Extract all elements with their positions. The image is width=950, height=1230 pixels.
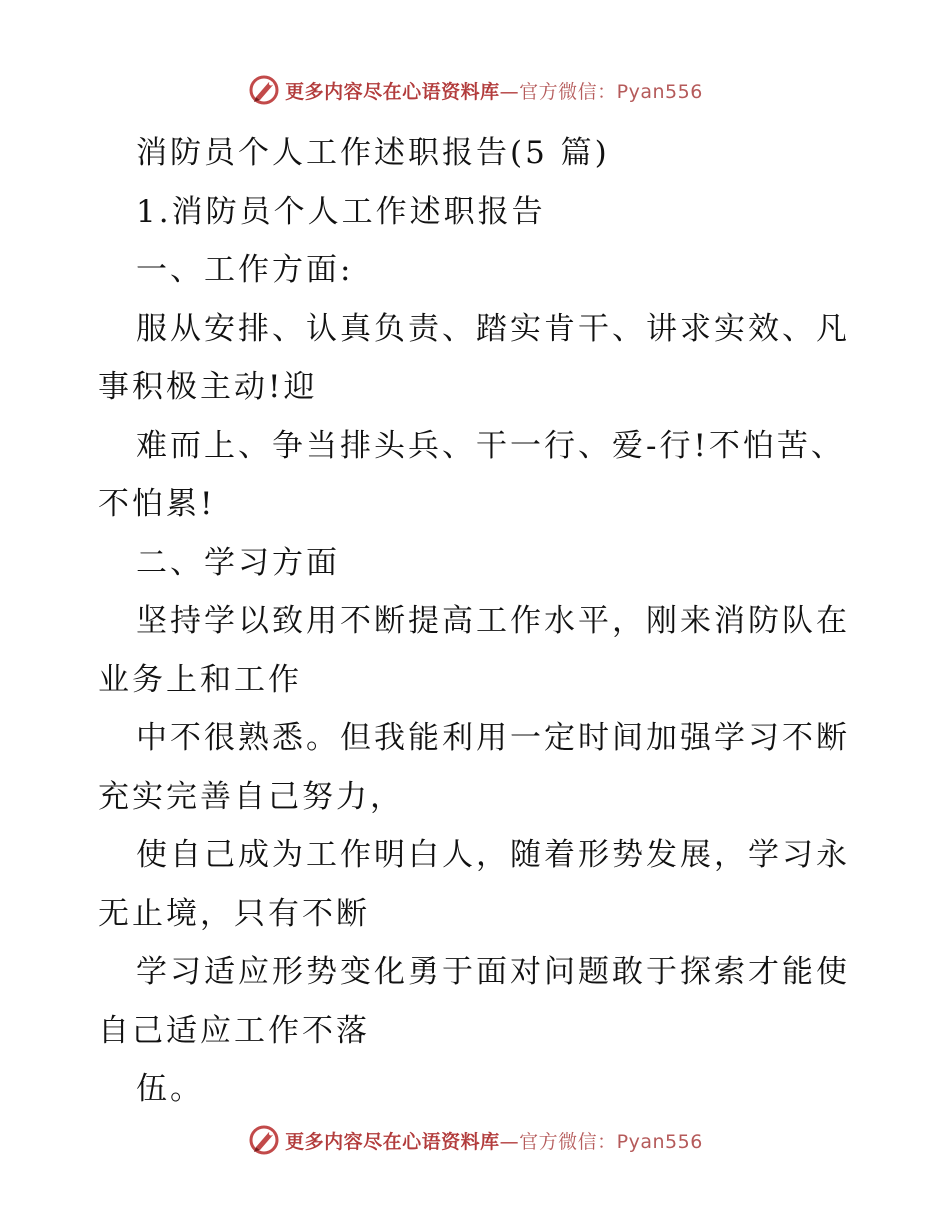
document-title: 消防员个人工作述职报告(5 篇) bbox=[136, 135, 610, 171]
pen-logo-icon bbox=[247, 73, 281, 107]
header-watermark-banner bbox=[0, 70, 950, 110]
paragraph-line: 使自己成为工作明白人，随着形势发展，学习永 bbox=[136, 837, 850, 873]
document-body bbox=[98, 124, 858, 1119]
subsection-heading: 二、学习方面 bbox=[136, 544, 340, 581]
pen-logo-icon bbox=[247, 1123, 281, 1157]
paragraph-line: 中不很熟悉。但我能利用一定时间加强学习不断 bbox=[136, 720, 850, 756]
paragraph-line: 难而上、争当排头兵、干一行、爱-行!不怕苦、 bbox=[136, 427, 845, 464]
paragraph-line: 事积极主动!迎 bbox=[98, 369, 318, 405]
paragraph-line: 学习适应形势变化勇于面对问题敢于探索才能使 bbox=[136, 954, 850, 990]
paragraph-line: 坚持学以致用不断提高工作水平，刚来消防队在 bbox=[136, 603, 850, 639]
paragraph-line: 业务上和工作 bbox=[98, 661, 302, 698]
watermark-text: 更多内容尽在心语资料库—官方微信：Pyan556 bbox=[285, 80, 703, 103]
paragraph-line: 伍。 bbox=[136, 1071, 204, 1107]
paragraph-line: 充实完善自己努力， bbox=[98, 778, 404, 815]
paragraph-line: 无止境，只有不断 bbox=[98, 895, 370, 932]
paragraph-line: 不怕累! bbox=[98, 486, 216, 522]
footer-watermark-banner bbox=[0, 1120, 950, 1160]
subsection-heading: 一、工作方面: bbox=[136, 252, 354, 288]
paragraph-line: 服从安排、认真负责、踏实肯干、讲求实效、凡 bbox=[136, 310, 850, 347]
paragraph-line: 自己适应工作不落 bbox=[98, 1012, 370, 1049]
watermark-text: 更多内容尽在心语资料库—官方微信：Pyan556 bbox=[285, 1130, 703, 1153]
section-heading: 1.消防员个人工作述职报告 bbox=[136, 193, 546, 230]
